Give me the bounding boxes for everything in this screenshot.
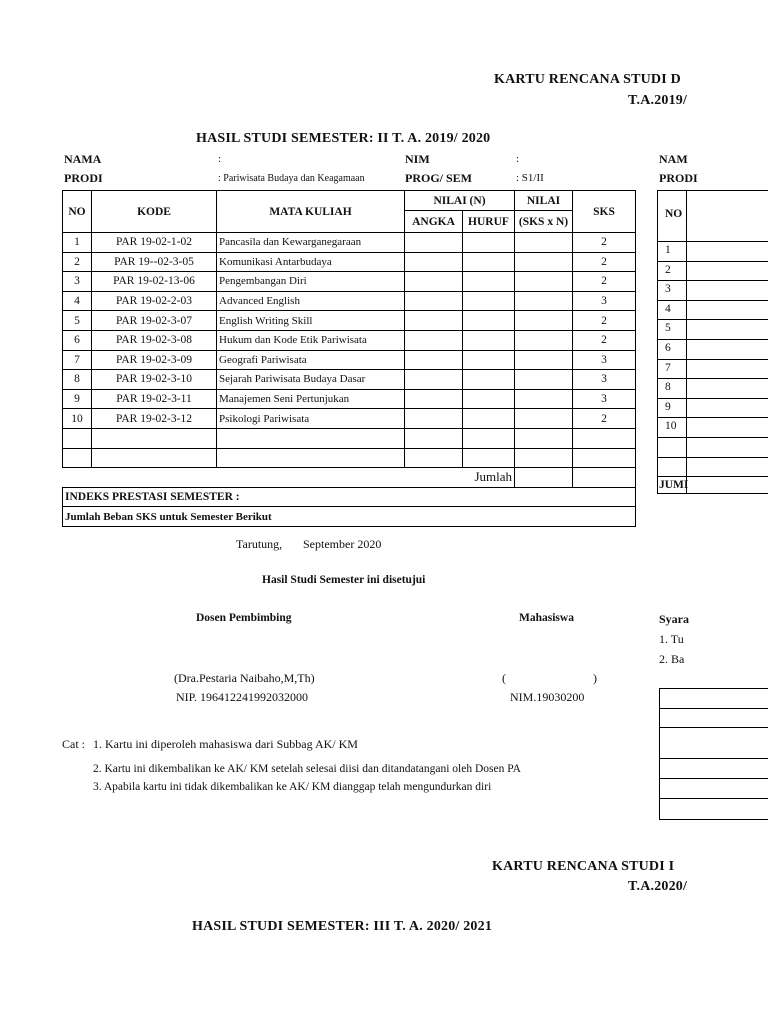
col-kode: KODE (92, 191, 217, 233)
row-nilai (515, 272, 573, 292)
row-angka (405, 252, 463, 272)
col-mata-kuliah: MATA KULIAH (217, 191, 405, 233)
right-row-no: 4 (665, 302, 671, 315)
table-row (63, 291, 636, 311)
cat-label: Cat : (62, 737, 85, 751)
row-kode: PAR 19-02-2-03 (92, 291, 217, 311)
row-nilai (515, 233, 573, 253)
syarat-item-2: 2. Ba (659, 652, 685, 666)
row-huruf (463, 311, 515, 331)
row-mata-kuliah: English Writing Skill (217, 311, 405, 331)
prodi-label: PRODI (64, 171, 103, 185)
right-row-no: 6 (665, 342, 671, 354)
row-angka (405, 350, 463, 370)
nim-label: NIM (405, 152, 430, 166)
col-no: NO (63, 191, 92, 233)
row-mata-kuliah: Geografi Pariwisata (217, 350, 405, 370)
col-huruf: HURUF (463, 211, 515, 233)
row-nilai (515, 389, 573, 409)
row-angka (405, 291, 463, 311)
row-huruf (463, 389, 515, 409)
prodi-value: : Pariwisata Budaya dan Keagamaan (218, 173, 365, 184)
section-title: HASIL STUDI SEMESTER: II T. A. 2019/ 2020 (196, 131, 491, 146)
right-row-no: 8 (665, 381, 671, 394)
row-kode: PAR 19-02-3-09 (92, 350, 217, 370)
nama-label: NAMA (64, 152, 102, 166)
row-sks: 2 (573, 311, 636, 331)
table-row (63, 272, 636, 292)
table-row (63, 409, 636, 429)
row-nilai (515, 350, 573, 370)
row-nilai (515, 330, 573, 350)
row-nilai (515, 311, 573, 331)
row-mata-kuliah: Sejarah Pariwisata Budaya Dasar (217, 370, 405, 390)
table-row (63, 389, 636, 409)
approval-text: Hasil Studi Semester ini disetujui (262, 574, 426, 586)
row-sks: 2 (573, 330, 636, 350)
table-row (63, 350, 636, 370)
progsem-value: : S1/II (516, 172, 544, 184)
dosen-nip: NIP. 196412241992032000 (176, 690, 309, 704)
krs-year-2: T.A.2020/ (628, 879, 688, 894)
row-no: 5 (63, 311, 92, 331)
table-row (63, 252, 636, 272)
row-angka (405, 272, 463, 292)
row-nilai (515, 370, 573, 390)
row-mata-kuliah: Advanced English (217, 291, 405, 311)
row-sks: 2 (573, 409, 636, 429)
row-angka (405, 409, 463, 429)
row-no: 7 (63, 350, 92, 370)
row-huruf (463, 330, 515, 350)
row-kode: PAR 19--02-3-05 (92, 252, 217, 272)
note-3: 3. Apabila kartu ini tidak dikembalikan ke AK/ KM dianggap telah mengundurkan diri (93, 781, 492, 793)
table-row (63, 311, 636, 331)
row-no: 3 (63, 272, 92, 292)
row-kode: PAR 19-02-3-08 (92, 330, 217, 350)
col-nilai: NILAI (515, 191, 573, 211)
row-sks: 3 (573, 389, 636, 409)
right-prodi-label: PRODI (659, 171, 698, 185)
row-kode: PAR 19-02-3-10 (92, 370, 217, 390)
note-2: 2. Kartu ini dikembalikan ke AK/ KM setelah selesai diisi dan ditandatangani oleh Dosen PA (93, 763, 521, 775)
right-row-no: 3 (665, 283, 671, 296)
table-row (63, 370, 636, 390)
row-mata-kuliah: Pancasila dan Kewarganegaraan (217, 233, 405, 253)
row-mata-kuliah: Psikologi Pariwisata (217, 409, 405, 429)
mhs-name-open: ( (502, 671, 506, 685)
note-1: 1. Kartu ini diperoleh mahasiswa dari Subbag AK/ KM (93, 737, 358, 751)
row-no: 6 (63, 330, 92, 350)
dosen-name: (Dra.Pestaria Naibaho,M,Th) (174, 671, 315, 685)
row-huruf (463, 370, 515, 390)
row-nilai (515, 252, 573, 272)
row-mata-kuliah: Manajemen Seni Pertunjukan (217, 389, 405, 409)
row-sks: 2 (573, 233, 636, 253)
row-nilai (515, 291, 573, 311)
row-angka (405, 389, 463, 409)
row-huruf (463, 409, 515, 429)
row-kode: PAR 19-02-1-02 (92, 233, 217, 253)
col-nilai-n: NILAI (N) (405, 191, 515, 211)
row-sks: 3 (573, 370, 636, 390)
nama-colon: : (218, 153, 222, 165)
row-huruf (463, 272, 515, 292)
row-huruf (463, 252, 515, 272)
row-angka (405, 370, 463, 390)
row-no: 4 (63, 291, 92, 311)
row-huruf (463, 291, 515, 311)
row-no: 8 (63, 370, 92, 390)
row-angka (405, 233, 463, 253)
row-angka (405, 330, 463, 350)
row-sks: 2 (573, 252, 636, 272)
row-no: 9 (63, 389, 92, 409)
col-angka: ANGKA (405, 211, 463, 233)
right-row-no: 5 (665, 322, 671, 335)
syarat-label: Syara (659, 612, 689, 626)
syarat-item-1: 1. Tu (659, 632, 684, 646)
mhs-nim: NIM.19030200 (510, 690, 585, 704)
date: September 2020 (303, 537, 382, 551)
row-no: 2 (63, 252, 92, 272)
beban-label: Jumlah Beban SKS untuk Semester Berikut (63, 507, 636, 527)
row-huruf (463, 233, 515, 253)
right-nama-label: NAM (659, 152, 688, 166)
col-sks: SKS (573, 191, 636, 233)
mahasiswa-title: Mahasiswa (519, 612, 574, 624)
right-row-no: 7 (665, 361, 671, 374)
row-sks: 3 (573, 291, 636, 311)
row-mata-kuliah: Hukum dan Kode Etik Pariwisata (217, 330, 405, 350)
progsem-label: PROG/ SEM (405, 171, 473, 185)
row-huruf (463, 350, 515, 370)
grades-table (62, 190, 636, 527)
right-col-no: NO (665, 208, 683, 220)
col-sksxn: (SKS x N) (515, 211, 573, 233)
row-no: 1 (63, 233, 92, 253)
mhs-name-close: ) (593, 671, 597, 685)
krs-title-2: KARTU RENCANA STUDI I (492, 859, 675, 874)
row-kode: PAR 19-02-3-11 (92, 389, 217, 409)
right-row-no: 2 (665, 263, 671, 276)
krs-title: KARTU RENCANA STUDI D (494, 72, 681, 87)
row-mata-kuliah: Pengembangan Diri (217, 272, 405, 292)
row-sks: 2 (573, 272, 636, 292)
row-kode: PAR 19-02-13-06 (92, 272, 217, 292)
ips-label: INDEKS PRESTASI SEMESTER : (63, 487, 636, 507)
right-row-no: 10 (665, 420, 677, 433)
row-mata-kuliah: Komunikasi Antarbudaya (217, 252, 405, 272)
krs-year: T.A.2019/ (628, 93, 688, 108)
row-angka (405, 311, 463, 331)
row-sks: 3 (573, 350, 636, 370)
place: Tarutung, (236, 537, 283, 551)
right-row-no: 9 (665, 400, 671, 413)
row-nilai (515, 409, 573, 429)
row-no: 10 (63, 409, 92, 429)
right-row-no: 1 (665, 244, 671, 256)
dosen-title: Dosen Pembimbing (196, 612, 292, 624)
table-row (63, 233, 636, 253)
row-kode: PAR 19-02-3-12 (92, 409, 217, 429)
table-row (63, 330, 636, 350)
row-kode: PAR 19-02-3-07 (92, 311, 217, 331)
right-jumlah-label: JUMI (659, 479, 689, 492)
jumlah-label: Jumlah (63, 468, 515, 488)
nim-colon: : (516, 153, 520, 165)
section-title-2: HASIL STUDI SEMESTER: III T. A. 2020/ 2021 (192, 919, 493, 934)
